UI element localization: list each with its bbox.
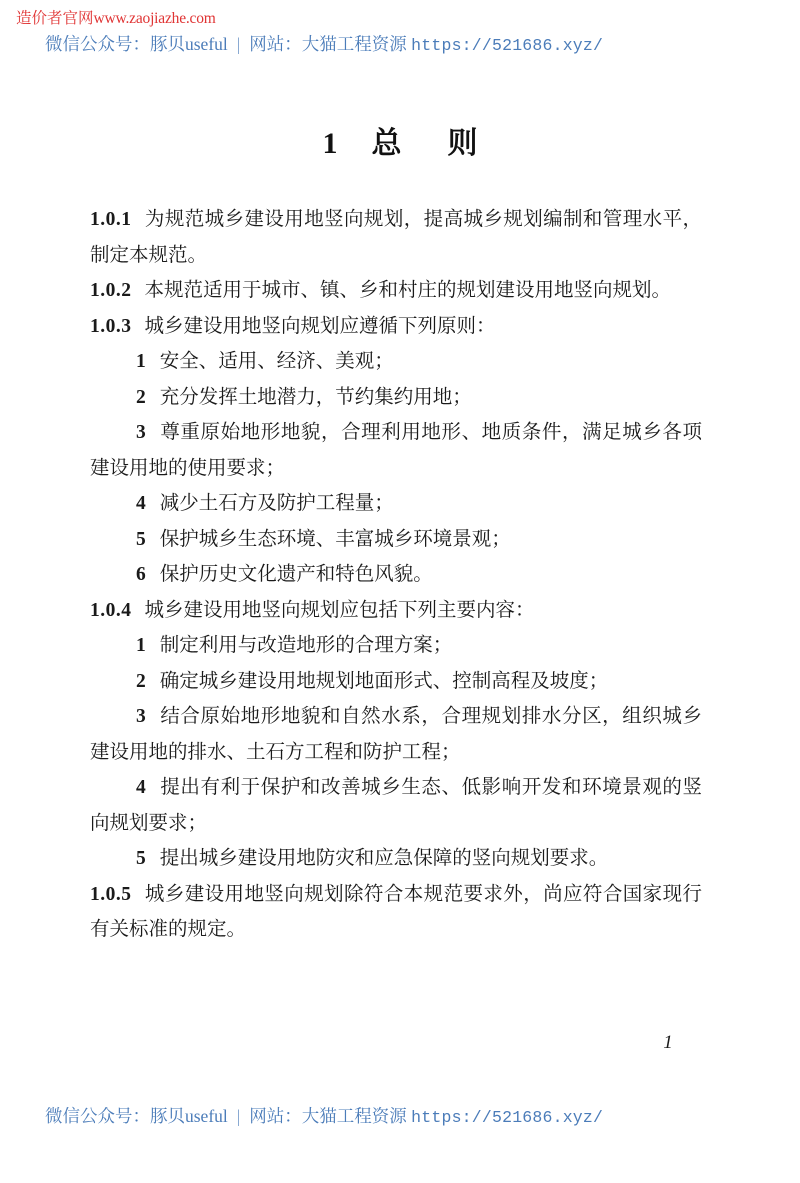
page-number: 1 bbox=[663, 1032, 673, 1053]
list-item-text: 保护历史文化遗产和特色风貌。 bbox=[159, 564, 433, 585]
watermark-separator: | bbox=[236, 34, 241, 54]
list-item bbox=[90, 522, 702, 558]
clause-number: 1.0.5 bbox=[90, 883, 132, 905]
list-item-number: 2 bbox=[136, 670, 146, 692]
list-item bbox=[90, 380, 702, 416]
list-item-text: 尊重原始地形地貌，合理利用地形、地质条件，满足城乡各项建设用地的使用要求； bbox=[90, 422, 702, 479]
page-title bbox=[0, 118, 800, 162]
clause-text: 城乡建设用地竖向规划应遵循下列原则： bbox=[144, 315, 496, 337]
watermark-red-label: 造价者官网 bbox=[16, 10, 94, 27]
site-label: 网站： bbox=[249, 1106, 302, 1126]
list-item bbox=[90, 628, 702, 664]
list-item-text: 结合原始地形地貌和自然水系，合理规划排水分区，组织城乡建设用地的排水、土石方工程和防护工程； bbox=[90, 706, 702, 763]
list-item bbox=[90, 664, 702, 700]
list-item-text: 提出城乡建设用地防灾和应急保障的竖向规划要求。 bbox=[159, 848, 609, 869]
chapter-number: 1 bbox=[322, 127, 338, 160]
clause-1-0-1 bbox=[90, 202, 702, 273]
list-item-number: 4 bbox=[136, 493, 146, 514]
clause-text: 城乡建设用地竖向规划除符合本规范要求外，尚应符合国家现行有关标准的规定。 bbox=[90, 883, 702, 940]
list-item bbox=[90, 344, 702, 380]
clause-1-0-3 bbox=[90, 309, 702, 345]
clause-number: 1.0.4 bbox=[90, 599, 132, 621]
clause-1-0-5 bbox=[90, 877, 702, 948]
list-item-number: 6 bbox=[136, 564, 146, 585]
watermark-red-url: www.zaojiazhe.com bbox=[93, 10, 216, 27]
site-url[interactable]: https://521686.xyz/ bbox=[411, 36, 604, 55]
site-url[interactable]: https://521686.xyz/ bbox=[411, 1108, 604, 1127]
watermark-blue-line-footer bbox=[45, 1104, 800, 1130]
list-item-text: 安全、适用、经济、美观； bbox=[159, 351, 394, 372]
list-item bbox=[90, 770, 702, 841]
site-label: 网站： bbox=[249, 34, 302, 54]
list-item-number: 5 bbox=[136, 528, 146, 550]
clause-number: 1.0.2 bbox=[90, 280, 132, 301]
list-item-text: 提出有利于保护和改善城乡生态、低影响开发和环境景观的竖向规划要求； bbox=[90, 777, 702, 834]
clause-text: 城乡建设用地竖向规划应包括下列主要内容： bbox=[144, 599, 535, 621]
list-item-number: 3 bbox=[136, 706, 146, 727]
list-item-number: 4 bbox=[136, 777, 146, 798]
site-name: 大猫工程资源 bbox=[301, 1106, 407, 1126]
list-item-number: 3 bbox=[136, 422, 146, 443]
wechat-label: 微信公众号： bbox=[45, 1106, 150, 1126]
wechat-label: 微信公众号： bbox=[45, 34, 150, 54]
wechat-account-cn: 豚贝 bbox=[150, 34, 185, 54]
list-item-number: 5 bbox=[136, 848, 146, 869]
list-item bbox=[90, 699, 702, 770]
chapter-title-char-1: 总 bbox=[371, 127, 402, 160]
document-body bbox=[90, 202, 702, 948]
list-item-text: 充分发挥土地潜力，节约集约用地； bbox=[159, 386, 472, 408]
list-item bbox=[90, 415, 702, 486]
clause-1-0-2 bbox=[90, 273, 702, 309]
list-item bbox=[90, 557, 702, 593]
list-item-text: 确定城乡建设用地规划地面形式、控制高程及坡度； bbox=[159, 670, 609, 692]
wechat-account-latin: useful bbox=[185, 34, 228, 54]
list-item-text: 保护城乡生态环境、丰富城乡环境景观； bbox=[159, 528, 511, 550]
list-item-text: 减少土石方及防护工程量； bbox=[159, 493, 394, 514]
clause-text: 为规范城乡建设用地竖向规划，提高城乡规划编制和管理水平，制定本规范。 bbox=[90, 209, 702, 266]
clause-number: 1.0.3 bbox=[90, 315, 132, 337]
list-item bbox=[90, 841, 702, 877]
list-item-text: 制定利用与改造地形的合理方案； bbox=[159, 635, 453, 656]
clause-text: 本规范适用于城市、镇、乡和村庄的规划建设用地竖向规划。 bbox=[144, 280, 672, 301]
wechat-account-cn: 豚贝 bbox=[150, 1106, 185, 1126]
clause-1-0-4 bbox=[90, 593, 702, 629]
chapter-title-char-2: 则 bbox=[447, 127, 478, 160]
list-item bbox=[90, 486, 702, 522]
watermark-footer bbox=[0, 1104, 800, 1130]
list-item-number: 1 bbox=[136, 351, 146, 372]
clause-number: 1.0.1 bbox=[90, 209, 132, 230]
wechat-account-latin: useful bbox=[185, 1106, 228, 1126]
watermark-separator: | bbox=[236, 1106, 241, 1126]
list-item-number: 1 bbox=[136, 635, 146, 656]
list-item-number: 2 bbox=[136, 386, 146, 408]
site-name: 大猫工程资源 bbox=[301, 34, 407, 54]
